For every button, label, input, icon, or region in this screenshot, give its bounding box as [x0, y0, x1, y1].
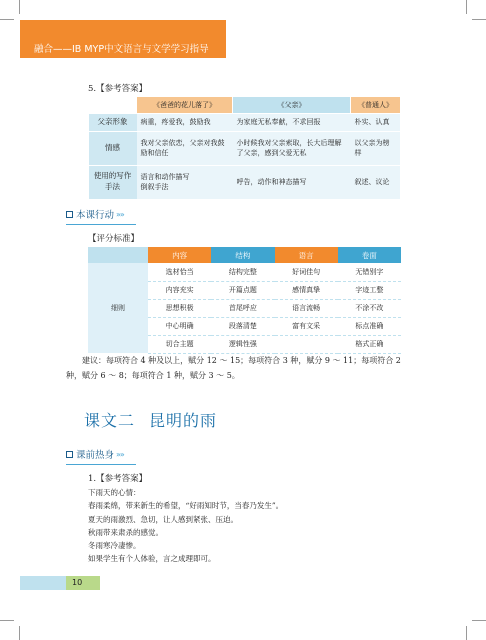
double-chevron-icon: »»: [116, 449, 124, 459]
table-cell: 字迹工整: [338, 281, 401, 299]
table-cell: 朴实、认真: [351, 113, 401, 131]
row-header: 使用的写作手法: [89, 165, 137, 199]
column-header: 《普通人》: [351, 97, 401, 113]
table-cell: 语言流畅: [275, 299, 338, 317]
column-header: 语言: [275, 247, 338, 263]
answer-line: 冬雨寒冷凄惨。: [88, 541, 141, 551]
table-cell: 为家庭无私奉献，不求回报: [233, 113, 351, 131]
table-cell: 富有文采: [275, 317, 338, 335]
table-cell: 病重，疼爱我，鼓励我: [137, 113, 233, 131]
table-cell: 小时候我对父亲索取，长大后理解了父亲，感到父爱无私: [233, 131, 351, 165]
crop-mark: [472, 19, 486, 20]
table-cell: 思想积极: [148, 299, 211, 317]
crop-mark: [0, 19, 14, 20]
answer5-table: [88, 97, 400, 199]
crop-mark: [19, 0, 20, 14]
answer-line: 秋雨带来肃杀的感觉。: [88, 527, 163, 537]
rubric-table: [88, 247, 401, 354]
table-cell: 语言和动作描写 倒叙手法: [137, 165, 233, 199]
column-header: 《父亲》: [233, 97, 351, 113]
table-header-blank: [89, 97, 137, 113]
row-header: 情感: [89, 131, 137, 165]
section-underline: [66, 224, 136, 225]
column-header: 结构: [211, 247, 274, 263]
crop-mark: [19, 626, 20, 640]
table-cell: [275, 335, 338, 353]
warmup-section-heading: [66, 447, 124, 461]
answer-line: 下雨天的心情：: [88, 488, 141, 497]
table-cell: 感情真挚: [275, 281, 338, 299]
table-row: [88, 263, 401, 281]
table-cell: 切合主题: [148, 335, 211, 353]
answer-line: 夏天的雨激烈、急切，让人感到紧张、压迫。: [88, 514, 238, 524]
table-row: [89, 113, 401, 131]
lesson-title: [84, 408, 231, 431]
table-cell: 我对父亲依恋，父亲对我鼓励和信任: [137, 131, 233, 165]
answer-line: 春雨柔绵，带来新生的希望，“好雨知时节，当春乃发生”。: [88, 501, 284, 511]
scoring-suggestion: 建议：每项符合 4 种及以上，赋分 12 ～ 15；每项符合 3 种，赋分 9 ～ 11；每项符合 2 种，赋分 6 ～ 8；每项符合 1 种，赋分 3 ～ 5。: [66, 356, 401, 381]
double-chevron-icon: »»: [116, 209, 124, 219]
answer1-body: [88, 486, 283, 566]
table-cell: 首尾呼应: [211, 299, 274, 317]
section-title: 课前热身: [76, 450, 115, 461]
table-cell: 选材恰当: [148, 263, 211, 281]
table-cell: 不涂不改: [338, 299, 401, 317]
crop-mark: [466, 626, 467, 640]
table-header-blank: [88, 247, 148, 263]
table-cell: 呼告，动作和神态描写: [233, 165, 351, 199]
table-cell: 标点准确: [338, 317, 401, 335]
table-cell: 中心明确: [148, 317, 211, 335]
section-title: 本课行动: [76, 210, 115, 221]
page-footer-bar: [20, 576, 66, 590]
table-row: [89, 131, 401, 165]
lesson-name: 昆明的雨: [149, 411, 218, 430]
crop-mark: [466, 0, 467, 14]
column-header: 内容: [148, 247, 211, 263]
table-cell: 内容充实: [148, 281, 211, 299]
table-cell: 逻辑性强: [211, 335, 274, 353]
table-cell: 无错别字: [338, 263, 401, 281]
crop-mark: [472, 620, 486, 621]
table-cell: 段落清楚: [211, 317, 274, 335]
table-cell: 以父亲为榜样: [351, 131, 401, 165]
column-header: 卷面: [338, 247, 401, 263]
table-cell: 叙述、议论: [351, 165, 401, 199]
header-title: 融合——IB MYP中文语言与文学学习指导: [34, 44, 209, 55]
crop-mark: [0, 620, 14, 621]
table-cell: 开篇点题: [211, 281, 274, 299]
rubric-label: 【评分标准】: [88, 234, 140, 244]
table-row: [89, 165, 401, 199]
table-cell: 结构完整: [211, 263, 274, 281]
answer5-label: 5.【参考答案】: [88, 84, 148, 94]
checkbox-square-icon: [66, 211, 73, 218]
column-header: 《爸爸的花儿落了》: [137, 97, 233, 113]
answer1-label: 1.【参考答案】: [88, 474, 148, 484]
lesson-number: 课文二: [84, 411, 136, 430]
header-banner: [20, 20, 226, 58]
row-header: 父亲形象: [89, 113, 137, 131]
table-cell: 好词佳句: [275, 263, 338, 281]
checkbox-square-icon: [66, 451, 73, 458]
answer-line: 如果学生有个人体验，言之成理即可。: [88, 554, 216, 564]
section-underline: [66, 464, 136, 465]
table-cell: 格式正确: [338, 335, 401, 353]
page-number: 10: [66, 576, 100, 590]
row-label: 细则: [88, 263, 148, 353]
action-section-heading: [66, 207, 124, 221]
